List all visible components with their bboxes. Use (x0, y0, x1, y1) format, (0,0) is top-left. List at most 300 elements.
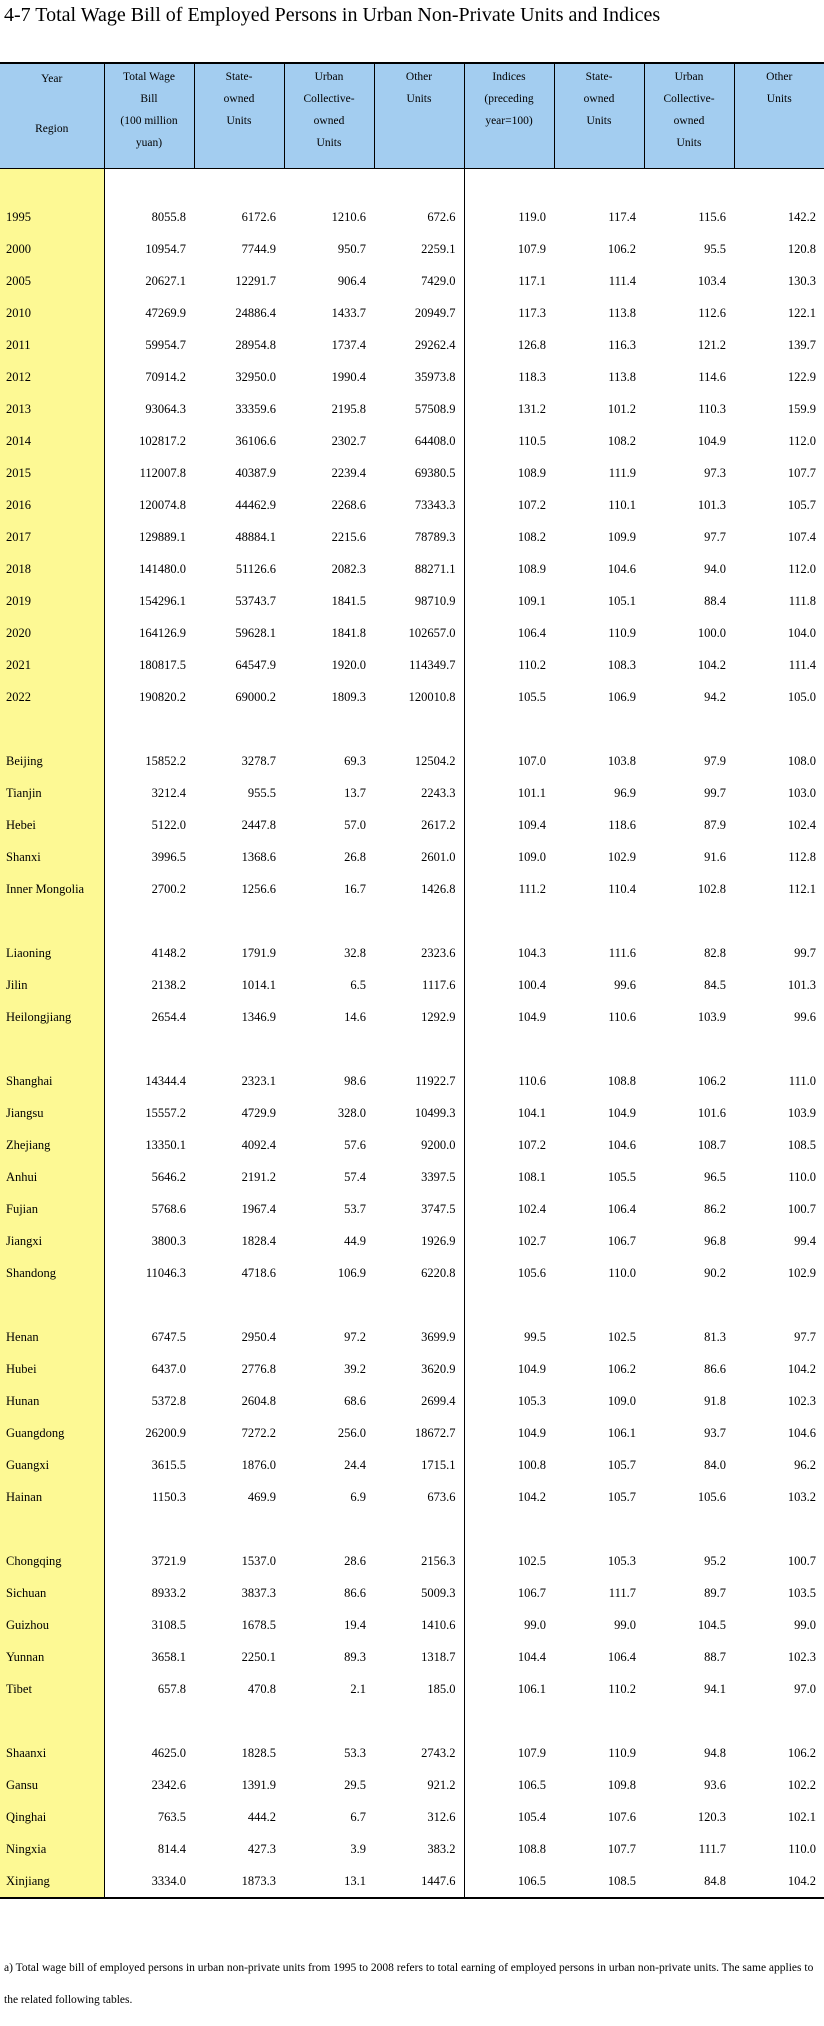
data-cell: 1841.8 (331, 625, 366, 640)
data-cell: 104.6 (607, 561, 636, 576)
data-cell: 103.0 (787, 785, 816, 800)
data-cell: 2950.4 (241, 1329, 276, 1344)
data-cell: 104.9 (697, 433, 726, 448)
year-row (0, 457, 824, 489)
data-cell: 97.7 (794, 1329, 816, 1344)
data-cell: 35973.8 (414, 369, 456, 384)
data-cell: 1537.0 (241, 1553, 276, 1568)
column-header-line: yuan) (135, 137, 163, 149)
region-row (0, 1001, 824, 1033)
data-cell: 1256.6 (241, 881, 276, 896)
data-cell: 180817.5 (139, 657, 186, 672)
region-row (0, 1225, 824, 1257)
data-cell: 106.1 (464, 1673, 554, 1705)
data-cell: 97.9 (704, 753, 726, 768)
data-cell: 3837.3 (241, 1585, 276, 1600)
data-cell: 104.0 (787, 625, 816, 640)
data-cell: 112.8 (788, 849, 816, 864)
data-cell: 4092.4 (241, 1137, 276, 1152)
data-cell: 94.0 (704, 561, 726, 576)
data-cell: 105.5 (464, 681, 554, 713)
data-cell: 104.5 (697, 1617, 726, 1632)
column-header-6 (554, 63, 644, 169)
data-cell: 2239.4 (331, 465, 366, 480)
data-cell: 103.2 (787, 1489, 816, 1504)
data-cell: 107.7 (787, 465, 816, 480)
region-row (0, 1833, 824, 1865)
data-cell: 2195.8 (331, 401, 366, 416)
data-cell: 2191.2 (241, 1169, 276, 1184)
data-cell: 93.7 (704, 1425, 726, 1440)
data-cell: 89.7 (704, 1585, 726, 1600)
region-label: Zhejiang (0, 1129, 104, 1161)
data-cell: 1876.0 (241, 1457, 276, 1472)
data-cell: 122.9 (787, 369, 816, 384)
spacer-cell (554, 1033, 644, 1065)
data-cell: 20949.7 (414, 305, 456, 320)
data-cell: 36106.6 (235, 433, 276, 448)
data-cell: 15557.2 (145, 1105, 186, 1120)
data-cell: 3108.5 (151, 1617, 186, 1632)
page-title: 4-7 Total Wage Bill of Employed Persons in Urban Non-Private Units and Indices (4, 4, 661, 26)
data-cell: 101.6 (697, 1105, 726, 1120)
data-cell: 108.3 (607, 657, 636, 672)
data-cell: 103.9 (787, 1105, 816, 1120)
data-cell: 814.4 (157, 1841, 186, 1856)
data-cell: 110.6 (464, 1065, 554, 1097)
data-cell: 142.2 (787, 209, 816, 224)
data-cell: 102.8 (697, 881, 726, 896)
header-region-label: Region (35, 123, 69, 135)
data-cell: 106.4 (607, 1201, 636, 1216)
data-cell: 102.4 (464, 1193, 554, 1225)
data-cell: 97.2 (344, 1329, 366, 1344)
spacer-cell (734, 169, 824, 202)
region-label: Gansu (0, 1769, 104, 1801)
region-row (0, 1449, 824, 1481)
header-year-region (0, 63, 104, 169)
spacer-cell (194, 905, 284, 937)
data-cell: 103.8 (607, 753, 636, 768)
data-cell: 57.4 (344, 1169, 366, 1184)
spacer-cell (374, 1513, 464, 1545)
footnote: a) Total wage bill of employed persons in urban non-private units from 1995 to 2008 refers to total earning of employed persons in urban non-private units. The same applies to the related following tables. (4, 1962, 814, 2006)
data-cell: 105.1 (607, 593, 636, 608)
data-cell: 1150.3 (152, 1489, 186, 1504)
data-cell: 91.8 (704, 1393, 726, 1408)
data-cell: 108.1 (464, 1161, 554, 1193)
data-cell: 444.2 (247, 1809, 276, 1824)
data-cell: 96.2 (794, 1457, 816, 1472)
data-cell: 117.1 (464, 265, 554, 297)
data-cell: 110.2 (464, 649, 554, 681)
data-cell: 109.9 (607, 529, 636, 544)
data-cell: 1292.9 (421, 1009, 456, 1024)
data-cell: 93064.3 (145, 401, 186, 416)
data-cell: 106.7 (464, 1577, 554, 1609)
data-cell: 1410.6 (421, 1617, 456, 1632)
data-cell: 185.0 (427, 1681, 456, 1696)
region-row (0, 1609, 824, 1641)
data-cell: 104.2 (464, 1481, 554, 1513)
data-cell: 57508.9 (414, 401, 456, 416)
data-cell: 111.0 (788, 1073, 816, 1088)
column-header-line: State- (225, 71, 253, 83)
data-cell: 3658.1 (151, 1649, 186, 1664)
data-cell: 116.3 (608, 337, 636, 352)
spacer-cell (374, 1289, 464, 1321)
data-cell: 118.3 (464, 361, 554, 393)
spacer-cell (374, 1033, 464, 1065)
data-cell: 2215.6 (331, 529, 366, 544)
data-cell: 24.4 (344, 1457, 366, 1472)
data-cell: 120.8 (787, 241, 816, 256)
data-cell: 1391.9 (241, 1777, 276, 1792)
data-cell: 99.6 (614, 977, 636, 992)
region-row (0, 1769, 824, 1801)
year-label: 2019 (0, 585, 104, 617)
data-cell: 11046.3 (145, 1265, 186, 1280)
data-cell: 106.5 (464, 1865, 554, 1898)
data-cell: 99.4 (794, 1233, 816, 1248)
region-row (0, 745, 824, 777)
data-cell: 5646.2 (151, 1169, 186, 1184)
data-cell: 1920.0 (331, 657, 366, 672)
data-cell: 86.2 (704, 1201, 726, 1216)
data-cell: 108.5 (787, 1137, 816, 1152)
data-cell: 108.0 (787, 753, 816, 768)
data-cell: 105.3 (607, 1553, 636, 1568)
data-cell: 3615.5 (151, 1457, 186, 1472)
data-cell: 64408.0 (414, 433, 456, 448)
data-cell: 88.7 (704, 1649, 726, 1664)
data-cell: 2323.1 (241, 1073, 276, 1088)
column-header-1 (104, 63, 194, 169)
data-cell: 28.6 (344, 1553, 366, 1568)
data-cell: 1737.4 (331, 337, 366, 352)
data-cell: 141480.0 (139, 561, 186, 576)
column-header-line: Collective- (303, 93, 355, 105)
data-cell: 1210.6 (331, 209, 366, 224)
data-cell: 2699.4 (421, 1393, 456, 1408)
data-cell: 94.1 (704, 1681, 726, 1696)
spacer-cell (464, 905, 554, 937)
data-cell: 102.9 (607, 849, 636, 864)
data-cell: 131.2 (464, 393, 554, 425)
spacer-cell (0, 713, 104, 745)
data-cell: 190820.2 (139, 689, 186, 704)
data-cell: 111.7 (698, 1841, 726, 1856)
region-label: Shanghai (0, 1065, 104, 1097)
data-cell: 14344.4 (145, 1073, 186, 1088)
data-cell: 7272.2 (241, 1425, 276, 1440)
year-row (0, 649, 824, 681)
data-cell: 2.1 (350, 1681, 366, 1696)
data-cell: 763.5 (157, 1809, 186, 1824)
data-cell: 2342.6 (151, 1777, 186, 1792)
column-header-line: owned (673, 115, 705, 127)
data-cell: 104.3 (464, 937, 554, 969)
wage-table (0, 62, 824, 1899)
spacer-cell (194, 713, 284, 745)
column-header-line: Units (766, 93, 792, 105)
data-cell: 427.3 (247, 1841, 276, 1856)
data-cell: 3620.9 (421, 1361, 456, 1376)
data-cell: 110.0 (608, 1265, 636, 1280)
data-cell: 11922.7 (415, 1073, 456, 1088)
data-cell: 256.0 (337, 1425, 366, 1440)
data-cell: 44462.9 (235, 497, 276, 512)
data-cell: 107.6 (607, 1809, 636, 1824)
column-header-line: owned (313, 115, 345, 127)
region-label: Sichuan (0, 1577, 104, 1609)
data-cell: 111.4 (608, 273, 636, 288)
data-cell: 121.2 (697, 337, 726, 352)
data-cell: 113.8 (608, 369, 636, 384)
data-cell: 1318.7 (421, 1649, 456, 1664)
region-label: Heilongjiang (0, 1001, 104, 1033)
year-label: 2010 (0, 297, 104, 329)
data-cell: 120074.8 (139, 497, 186, 512)
spacer-cell (194, 169, 284, 202)
data-cell: 68.6 (344, 1393, 366, 1408)
data-cell: 107.2 (464, 489, 554, 521)
data-cell: 70914.2 (145, 369, 186, 384)
data-cell: 48884.1 (235, 529, 276, 544)
data-cell: 2743.2 (421, 1745, 456, 1760)
region-row (0, 1673, 824, 1705)
data-cell: 6.9 (350, 1489, 366, 1504)
data-cell: 119.0 (464, 201, 554, 233)
data-cell: 4729.9 (241, 1105, 276, 1120)
data-cell: 111.2 (464, 873, 554, 905)
spacer-cell (554, 169, 644, 202)
spacer-cell (284, 1289, 374, 1321)
spacer-cell (194, 1033, 284, 1065)
column-header-line: Total Wage (122, 71, 176, 83)
spacer-cell (194, 1705, 284, 1737)
data-cell: 29.5 (344, 1777, 366, 1792)
column-header-line: owned (223, 93, 255, 105)
data-cell: 3747.5 (421, 1201, 456, 1216)
data-cell: 101.1 (464, 777, 554, 809)
data-cell: 104.6 (787, 1425, 816, 1440)
data-cell: 106.1 (607, 1425, 636, 1440)
data-cell: 112.0 (788, 433, 816, 448)
data-cell: 100.8 (464, 1449, 554, 1481)
region-row (0, 1641, 824, 1673)
data-cell: 1791.9 (241, 945, 276, 960)
data-cell: 110.9 (608, 1745, 636, 1760)
data-cell: 114.6 (698, 369, 726, 384)
spacer-cell (554, 905, 644, 937)
data-cell: 673.6 (427, 1489, 456, 1504)
data-cell: 2323.6 (421, 945, 456, 960)
data-cell: 2654.4 (151, 1009, 186, 1024)
data-cell: 88.4 (704, 593, 726, 608)
data-cell: 112007.8 (139, 465, 186, 480)
data-cell: 8055.8 (151, 209, 186, 224)
data-cell: 84.5 (704, 977, 726, 992)
data-cell: 51126.6 (235, 561, 276, 576)
region-row (0, 1737, 824, 1769)
region-label: Hainan (0, 1481, 104, 1513)
spacer-cell (104, 169, 194, 202)
data-cell: 118.6 (608, 817, 636, 832)
region-label: Shaanxi (0, 1737, 104, 1769)
data-cell: 102.9 (787, 1265, 816, 1280)
data-cell: 57.6 (344, 1137, 366, 1152)
spacer-cell (104, 1513, 194, 1545)
data-cell: 122.1 (787, 305, 816, 320)
data-cell: 12504.2 (414, 753, 456, 768)
data-cell: 105.6 (697, 1489, 726, 1504)
data-cell: 109.8 (607, 1777, 636, 1792)
data-cell: 104.2 (734, 1865, 824, 1898)
data-cell: 105.7 (607, 1457, 636, 1472)
data-cell: 10499.3 (414, 1105, 456, 1120)
data-cell: 93.6 (704, 1777, 726, 1792)
data-cell: 29262.4 (414, 337, 456, 352)
data-cell: 107.9 (464, 1737, 554, 1769)
data-cell: 10954.7 (145, 241, 186, 256)
data-cell: 84.8 (644, 1865, 734, 1898)
year-label: 2011 (0, 329, 104, 361)
data-cell: 97.0 (794, 1681, 816, 1696)
region-row (0, 1481, 824, 1513)
data-cell: 104.2 (697, 657, 726, 672)
data-cell: 109.0 (464, 841, 554, 873)
data-cell: 110.2 (608, 1681, 636, 1696)
data-cell: 53743.7 (235, 593, 276, 608)
spacer-cell (464, 169, 554, 202)
data-cell: 86.6 (344, 1585, 366, 1600)
spacer-cell (194, 1289, 284, 1321)
region-row (0, 1097, 824, 1129)
data-cell: 110.3 (698, 401, 726, 416)
data-cell: 1014.1 (241, 977, 276, 992)
region-label: Qinghai (0, 1801, 104, 1833)
data-cell: 110.9 (608, 625, 636, 640)
data-cell: 3800.3 (151, 1233, 186, 1248)
data-cell: 106.4 (607, 1649, 636, 1664)
region-label: Tibet (0, 1673, 104, 1705)
data-cell: 129889.1 (139, 529, 186, 544)
column-header-5 (464, 63, 554, 169)
spacer-cell (644, 1705, 734, 1737)
data-cell: 104.4 (464, 1641, 554, 1673)
data-cell: 2138.2 (151, 977, 186, 992)
data-cell: 906.4 (337, 273, 366, 288)
year-label: 2022 (0, 681, 104, 713)
spacer-cell (194, 1513, 284, 1545)
year-row (0, 617, 824, 649)
data-cell: 84.0 (704, 1457, 726, 1472)
spacer-cell (104, 905, 194, 937)
spacer-cell (284, 713, 374, 745)
region-label: Guangxi (0, 1449, 104, 1481)
data-cell: 110.5 (464, 425, 554, 457)
spacer-cell (734, 905, 824, 937)
data-cell: 1715.1 (421, 1457, 456, 1472)
data-cell: 106.2 (787, 1745, 816, 1760)
data-cell: 1873.3 (194, 1865, 284, 1898)
column-header-line: Units (676, 137, 702, 149)
data-cell: 105.5 (607, 1169, 636, 1184)
region-label: Xinjiang (0, 1865, 104, 1898)
data-cell: 104.9 (464, 1001, 554, 1033)
data-cell: 107.0 (464, 745, 554, 777)
data-cell: 99.7 (704, 785, 726, 800)
year-label: 2014 (0, 425, 104, 457)
region-label: Jiangsu (0, 1097, 104, 1129)
data-cell: 105.6 (464, 1257, 554, 1289)
data-cell: 3721.9 (151, 1553, 186, 1568)
data-cell: 53.3 (344, 1745, 366, 1760)
year-label: 2021 (0, 649, 104, 681)
year-label: 2012 (0, 361, 104, 393)
data-cell: 57.0 (344, 817, 366, 832)
data-cell: 2243.3 (421, 785, 456, 800)
data-cell: 106.9 (607, 689, 636, 704)
data-cell: 111.8 (788, 593, 816, 608)
data-cell: 2601.0 (421, 849, 456, 864)
data-cell: 921.2 (427, 1777, 456, 1792)
spacer-cell (644, 1513, 734, 1545)
data-cell: 102.5 (607, 1329, 636, 1344)
data-cell: 13.7 (344, 785, 366, 800)
column-header-7 (644, 63, 734, 169)
region-label: Hebei (0, 809, 104, 841)
spacer-cell (554, 713, 644, 745)
spacer-cell (734, 1289, 824, 1321)
data-cell: 3212.4 (151, 785, 186, 800)
data-cell: 1426.8 (421, 881, 456, 896)
data-cell: 112.1 (788, 881, 816, 896)
data-cell: 26200.9 (145, 1425, 186, 1440)
spacer-cell (734, 1513, 824, 1545)
data-cell: 955.5 (247, 785, 276, 800)
spacer-cell (0, 1033, 104, 1065)
data-cell: 78789.3 (414, 529, 456, 544)
spacer-cell (104, 1289, 194, 1321)
year-label: 2017 (0, 521, 104, 553)
data-cell: 950.7 (337, 241, 366, 256)
region-label: Jilin (0, 969, 104, 1001)
data-cell: 103.4 (697, 273, 726, 288)
year-row (0, 585, 824, 617)
region-row (0, 841, 824, 873)
data-cell: 115.6 (698, 209, 726, 224)
data-cell: 109.1 (464, 585, 554, 617)
data-cell: 110.6 (608, 1009, 636, 1024)
region-row (0, 873, 824, 905)
data-cell: 3996.5 (151, 849, 186, 864)
year-row (0, 489, 824, 521)
spacer-cell (464, 1033, 554, 1065)
region-label: Liaoning (0, 937, 104, 969)
region-row (0, 1545, 824, 1577)
region-label: Tianjin (0, 777, 104, 809)
data-cell: 39.2 (344, 1361, 366, 1376)
data-cell: 99.5 (464, 1321, 554, 1353)
data-cell: 99.0 (614, 1617, 636, 1632)
data-cell: 2082.3 (331, 561, 366, 576)
year-row (0, 329, 824, 361)
data-cell: 113.8 (608, 305, 636, 320)
year-label: 1995 (0, 201, 104, 233)
region-label: Henan (0, 1321, 104, 1353)
